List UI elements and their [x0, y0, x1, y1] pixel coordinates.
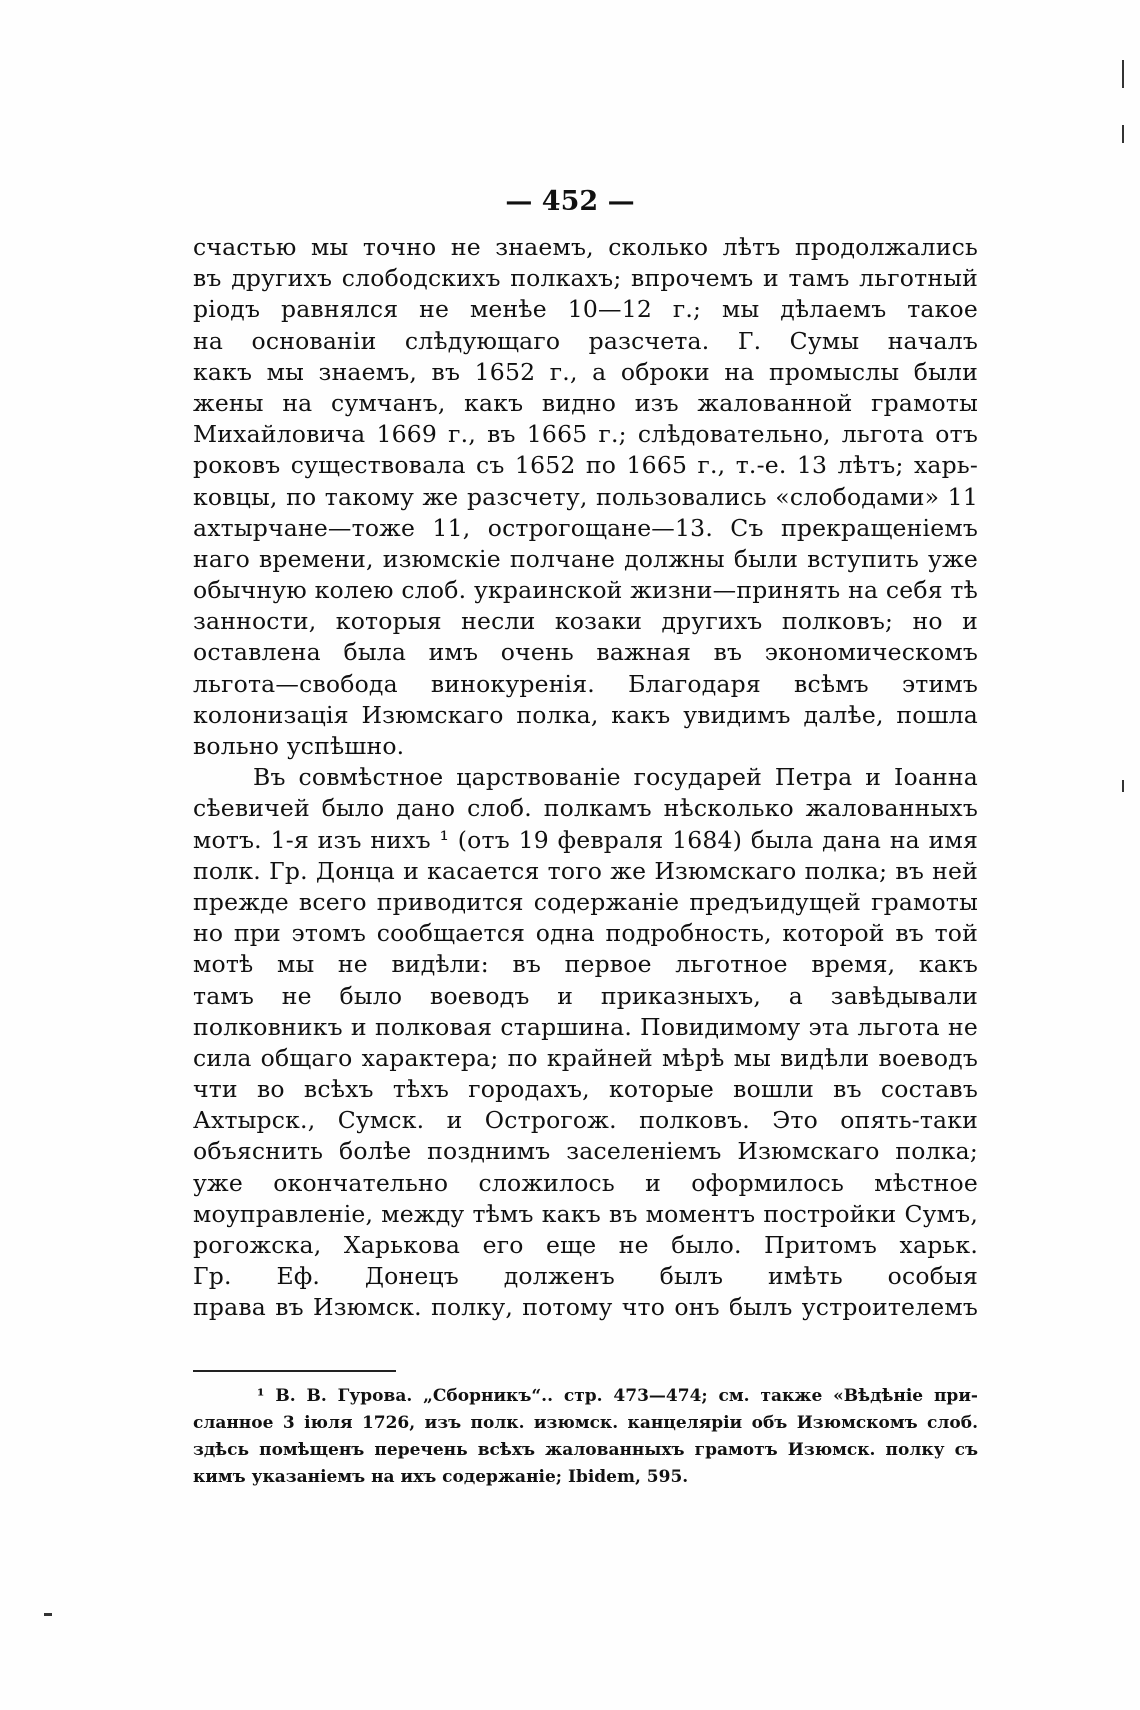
text-line: оставлена была имъ очень важная въ экономическомъ: [193, 638, 978, 667]
text-line: обычную колею слоб. украинской жизни—принять на себя тѣ: [193, 576, 978, 605]
text-line: въ другихъ слободскихъ полкахъ; впрочемъ и тамъ льготный: [193, 264, 978, 293]
footnote-line: сланное 3 іюля 1726, изъ полк. изюмск. канцеляріи объ Изюмскомъ слоб.: [193, 1413, 978, 1433]
scan-mark: [44, 1613, 52, 1616]
footnotes: [193, 1383, 978, 1491]
text-line: колонизація Изюмскаго полка, какъ увидимъ далѣе, пошла: [193, 700, 978, 729]
footnote-separator: [193, 1370, 396, 1372]
text-line: рогожска, Харькова его еще не было. Притомъ харьк.: [193, 1231, 978, 1259]
text-line: ковцы, по такому же разсчету, пользовались «слободами» 11: [193, 482, 978, 511]
scan-mark: [1122, 60, 1124, 88]
text-line: Михайловича 1669 г., въ 1665 г.; слѣдовательно, льгота отъ: [193, 420, 978, 449]
text-line: мотѣ мы не видѣли: въ первое льготное время, какъ: [193, 950, 978, 979]
text-line: льгота—свобода винокуренія. Благодаря всѣмъ этимъ: [193, 669, 978, 698]
text-line: прежде всего приводится содержаніе предъидущей грамоты: [193, 887, 978, 916]
text-line: уже окончательно сложилось и оформилось мѣстное: [193, 1168, 978, 1197]
text-line: Ахтырск., Сумск. и Острогож. полковъ. Это опять-таки: [193, 1106, 978, 1135]
scan-mark: [1122, 780, 1124, 792]
text-line: чти во всѣхъ тѣхъ городахъ, которые вошли въ составъ: [193, 1075, 978, 1104]
text-line: ріодъ равнялся не менѣе 10—12 г.; мы дѣлаемъ такое: [193, 295, 978, 324]
text-line: но при этомъ сообщается одна подробность, которой въ той: [193, 919, 978, 948]
text-line: тамъ не было воеводъ и приказныхъ, а завѣдывали: [193, 981, 978, 1010]
text-line: на основаніи слѣдующаго разсчета. Г. Сумы началъ: [193, 326, 978, 355]
text-line: роковъ существовала съ 1652 по 1665 г., т.-е. 13 лѣтъ; харь-: [193, 451, 978, 480]
paragraph-first-line: Въ совмѣстное царствованіе государей Петра и Іоанна: [253, 763, 978, 792]
text-line: сила общаго характера; по крайней мѣрѣ мы видѣли воеводъ: [193, 1043, 978, 1072]
text-line: какъ мы знаемъ, въ 1652 г., а оброки на промыслы были: [193, 357, 978, 386]
text-line: объяснить болѣе позднимъ заселеніемъ Изюмскаго полка;: [193, 1137, 978, 1166]
text-line: моуправленіе, между тѣмъ какъ въ моментъ постройки Сумъ,: [193, 1199, 978, 1228]
text-line: ахтырчане—тоже 11, острогощане—13. Съ прекращеніемъ: [193, 513, 978, 542]
scan-mark: [1122, 125, 1124, 143]
page-number: — 452 —: [505, 186, 635, 217]
footnote-line: кимъ указаніемъ на ихъ содержаніе; Ibidem, 595.: [193, 1467, 689, 1487]
text-line: наго времени, изюмскіе полчане должны были вступить уже: [193, 544, 978, 573]
text-line: занности, которыя несли козаки другихъ полковъ; но и: [193, 607, 978, 636]
text-line: жены на сумчанъ, какъ видно изъ жалованной грамоты: [193, 388, 978, 417]
footnote-line: ¹ В. В. Гурова. „Сборникъ“.. стр. 473—474; см. также «Вѣдѣніе при-: [257, 1386, 978, 1406]
text-line: полковникъ и полковая старшина. Повидимому эта льгота не: [193, 1012, 978, 1041]
text-line: права въ Изюмск. полку, потому что онъ былъ устроителемъ: [193, 1293, 978, 1322]
main-text: [193, 232, 978, 1324]
text-line: полк. Гр. Донца и касается того же Изюмскаго полка; въ ней: [193, 856, 978, 885]
text-line: Гр. Еф. Донецъ долженъ былъ имѣть особыя: [193, 1262, 978, 1291]
text-line: вольно успѣшно.: [193, 732, 405, 760]
footnote-line: здѣсь помѣщенъ перечень всѣхъ жалованныхъ грамотъ Изюмск. полку съ: [193, 1440, 978, 1460]
text-line: счастью мы точно не знаемъ, сколько лѣтъ продолжались: [193, 233, 978, 261]
text-line: мотъ. 1-я изъ нихъ ¹ (отъ 19 февраля 1684) была дана на имя: [193, 825, 978, 854]
text-line: сѣевичей было дано слоб. полкамъ нѣсколько жалованныхъ: [193, 794, 978, 823]
